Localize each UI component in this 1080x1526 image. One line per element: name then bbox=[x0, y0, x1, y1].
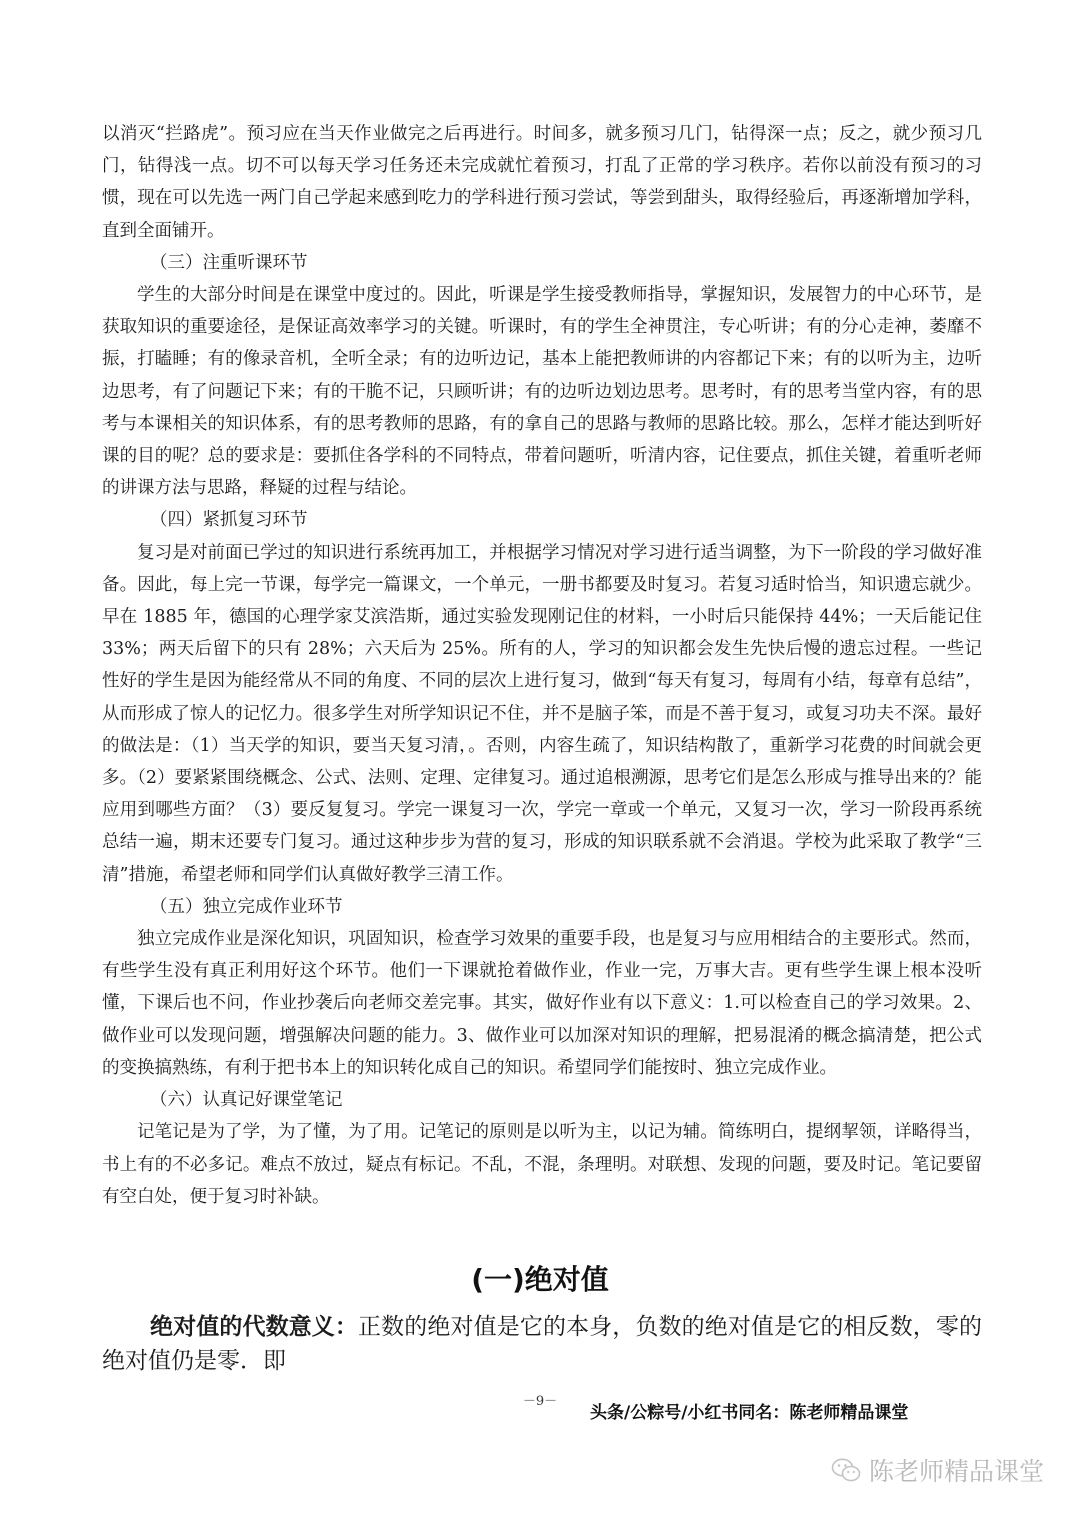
body-text bbox=[102, 118, 982, 1213]
heading-review: （四）紧抓复习环节 bbox=[150, 510, 308, 531]
heading-homework: （五）独立完成作业环节 bbox=[150, 896, 343, 917]
heading-listening: （三）注重听课环节 bbox=[150, 252, 308, 273]
definition-text: 正数的绝对值是它的本身，负数的绝对值是它的相反数，零的绝对值仍是零．即 bbox=[102, 1314, 983, 1374]
definition-paragraph bbox=[102, 1310, 982, 1378]
paragraph-homework: 独立完成作业是深化知识，巩固知识，检查学习效果的重要手段，也是复习与应用相结合的主要形式。然而，有些学生没有真正利用好这个环节。他们一下课就抢着做作业，作业一完，万事大吉。更有些学生课上根本没听懂，下课后也不问，作业抄袭后向老师交差完事。其实，做好作业有以下意义：1.可以检查自己的学习效果。2、做作业可以发现问题，增强解决问题的能力。3、做作业可以加深对知识的理解，把易混淆的概念搞清楚，把公式的变换搞熟练，有利于把书本上的知识转化成自己的知识。希望同学们能按时、独立完成作业。 bbox=[102, 929, 982, 1078]
footer-note: 头条/公粽号/小红书同名：陈老师精品课堂 bbox=[590, 1403, 909, 1423]
heading-notes: （六）认真记好课堂笔记 bbox=[150, 1090, 343, 1111]
section-title: (一)绝对值 bbox=[471, 1263, 609, 1296]
watermark-text: 陈老师精品课堂 bbox=[868, 1457, 1044, 1486]
paragraph-preview-continued: 以消灭“拦路虎”。预习应在当天作业做完之后再进行。时间多，就多预习几门，钻得深一点；反之，就少预习几门，钻得浅一点。切不可以每天学习任务还未完成就忙着预习，打乱了正常的学习秩序。若你以前没有预习的习惯，现在可以先选一两门自己学起来感到吃力的学科进行预习尝试，等尝到甜头，取得经验后，再逐渐增加学科，直到全面铺开。 bbox=[102, 124, 982, 241]
paragraph-notes: 记笔记是为了学，为了懂，为了用。记笔记的原则是以听为主，以记为辅。简练明白，提纲挈领，详略得当，书上有的不必多记。难点不放过，疑点有标记。不乱，不混，条理明。对联想、发现的问题，要及时记。笔记要留有空白处，便于复习时补缺。 bbox=[102, 1122, 982, 1207]
definition-label: 绝对值的代数意义： bbox=[150, 1313, 359, 1340]
watermark bbox=[831, 1452, 1044, 1488]
paragraph-review: 复习是对前面已学过的知识进行系统再加工，并根据学习情况对学习进行适当调整，为下一阶段的学习做好准备。因此，每上完一节课，每学完一篇课文，一个单元，一册书都要及时复习。若复习适时恰当，知识遗忘就少。早在 1885 年，德国的心理学家艾滨浩斯，通过实验发现刚记住的材料，一小时后只能保持 44%；一天后能记住 33%；两天后留下的只有 28%；六天后为 25%。所有的人，学习的知识都会发生先快后慢的遗忘过程。一些记性好的学生是因为能经常从不同的角度、不同的层次上进行复习，做到“每天有复习，每周有小结，每章有总结”，从而形成了惊人的记忆力。很多学生对所学知识记不住，并不是脑子笨，而是不善于复习，或复习功夫不深。最好的做法是：（1）当天学的知识，要当天复习清，。否则，内容生疏了，知识结构散了，重新学习花费的时间就会更多。（2）要紧紧围绕概念、公式、法则、定理、定律复习。通过追根溯源，思考它们是怎么形成与推导出来的？能应用到哪些方面？（3）要反复复习。学完一课复习一次，学完一章或一个单元，又复习一次，学习一阶段再系统总结一遍，期末还要专门复习。通过这种步步为营的复习，形成的知识联系就不会消退。学校为此采取了教学“三清”措施，希望老师和同学们认真做好教学三清工作。 bbox=[102, 542, 982, 885]
wechat-icon bbox=[831, 1457, 861, 1483]
paragraph-listening: 学生的大部分时间是在课堂中度过的。因此，听课是学生接受教师指导，掌握知识，发展智力的中心环节，是获取知识的重要途径，是保证高效率学习的关键。听课时，有的学生全神贯注，专心听讲；有的分心走神，萎靡不振，打瞌睡；有的像录音机，全听全录；有的边听边记，基本上能把教师讲的内容都记下来；有的以听为主，边听边思考，有了问题记下来；有的干脆不记，只顾听讲；有的边听边划边思考。思考时，有的思考当堂内容，有的思考与本课相关的知识体系，有的思考教师的思路，有的拿自己的思路与教师的思路比较。那么，怎样才能达到听好课的目的呢？总的要求是：要抓住各学科的不同特点，带着问题听，听清内容，记住要点，抓住关键，着重听老师的讲课方法与思路，释疑的过程与结论。 bbox=[102, 285, 982, 499]
page-number: －9－ bbox=[522, 1394, 558, 1409]
